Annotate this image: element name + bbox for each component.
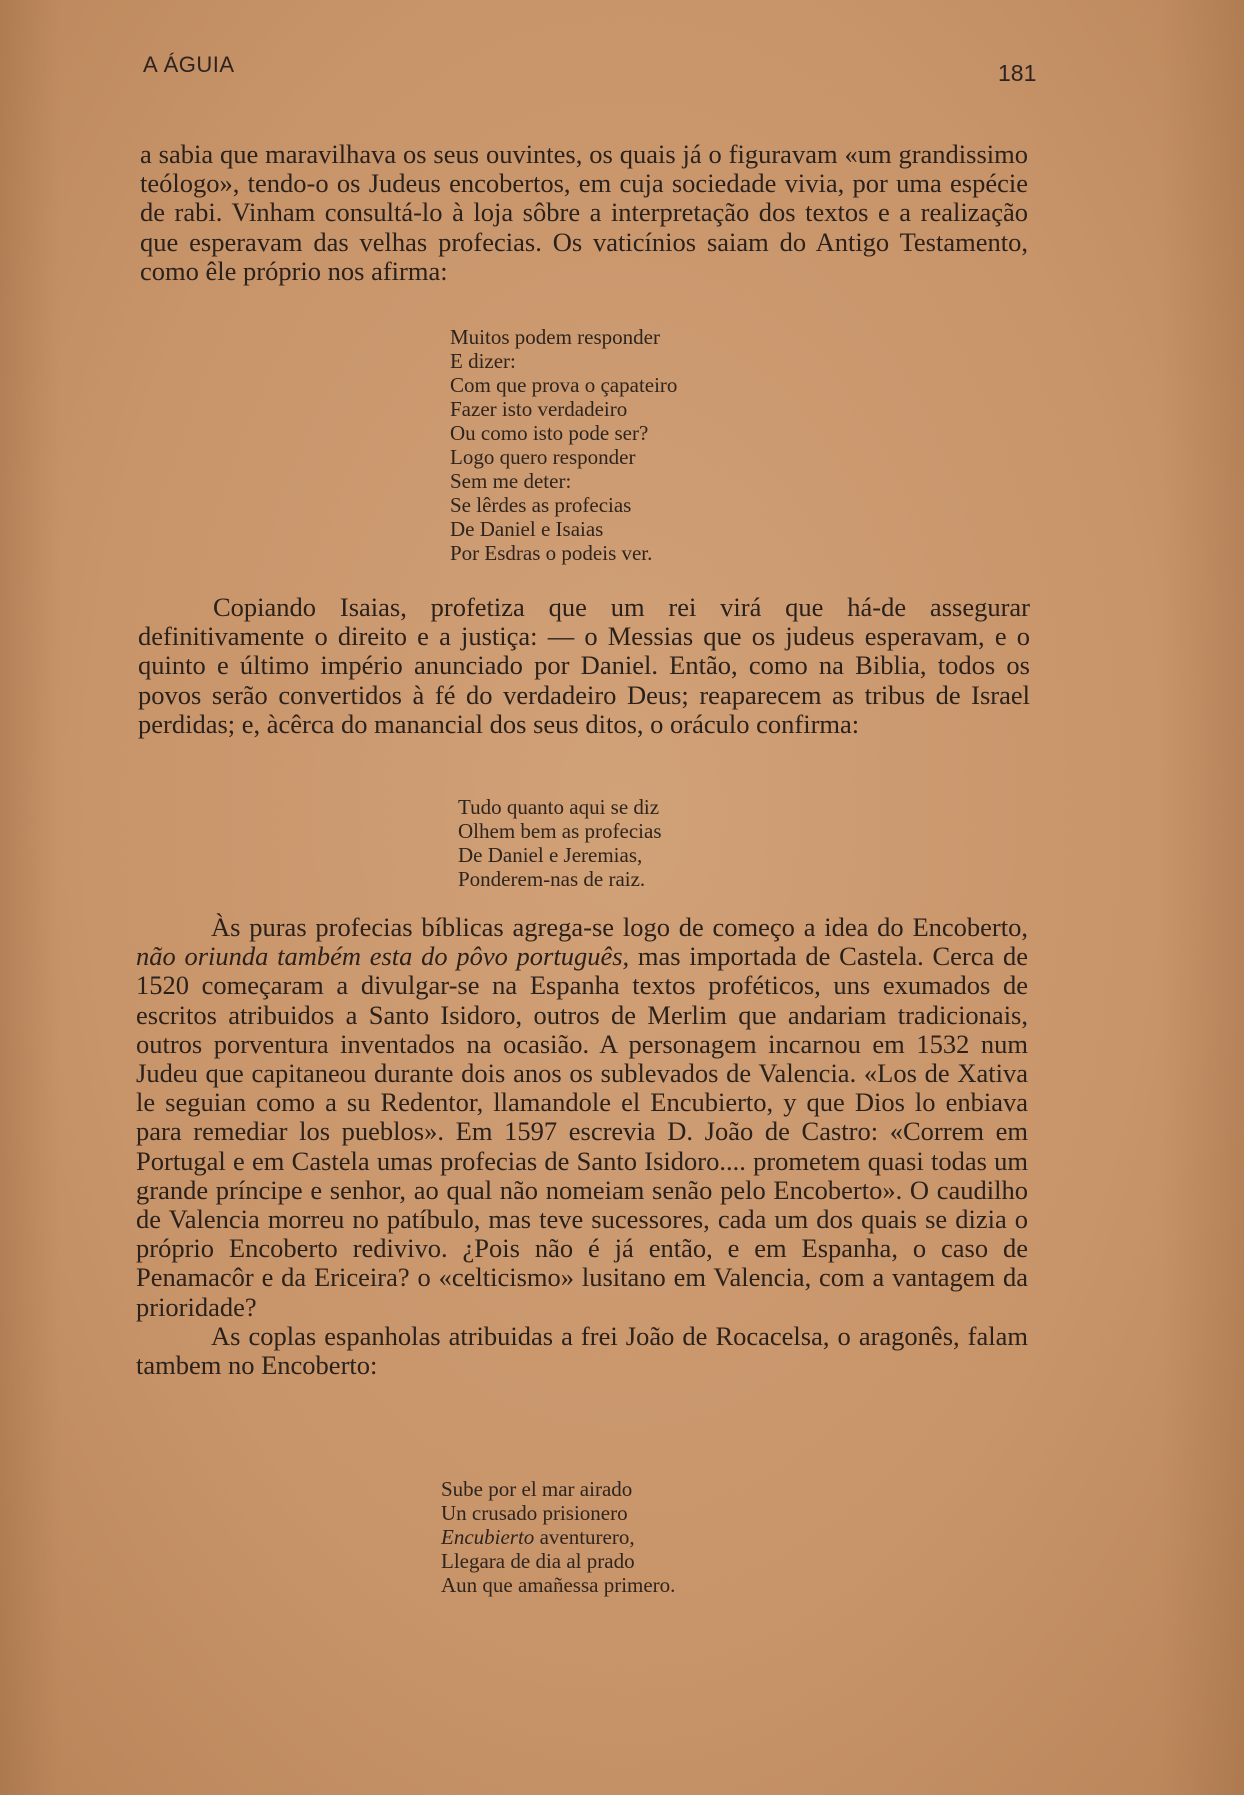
page-number: 181 bbox=[998, 60, 1037, 86]
verse-line: E dizer: bbox=[450, 349, 516, 373]
paragraph-1-text: a sabia que maravilhava os seus ouvintes, os quais já o figuravam «um grandissimo teólogo», tendo-o os Judeus encobertos, em cuja sociedade vivia, por uma espécie de rabi. Vinham consultá-lo à loja sôbre a interpretação dos textos e a realização que esperavam das velhas profecias. Os vaticínios saiam do Antigo Testamento, como êle próprio nos afirma: bbox=[140, 139, 1028, 286]
verse-line: Ponderem-nas de raiz. bbox=[458, 867, 646, 891]
paper-stain bbox=[0, 0, 60, 1795]
paragraph-3 bbox=[136, 913, 1028, 1380]
verse-block-3 bbox=[441, 1477, 675, 1597]
verse-line: De Daniel e Isaias bbox=[450, 517, 604, 541]
paragraph-3-text bbox=[136, 913, 1028, 1322]
paragraph-2-text: Copiando Isaias, profetiza que um rei virá que há-de assegurar definitivamente o direito e a justiça: — o Messias que os judeus esperavam, e o quinto e último império anunciado por Daniel. Então, como na Biblia, todos os povos serão convertidos à fé do verdadeiro Deus; reaparecem as tribus de Israel perdidas; e, àcêrca do manancial dos seus ditos, o oráculo confirma: bbox=[138, 592, 1030, 739]
verse-block-1 bbox=[450, 325, 677, 565]
running-head-journal: A ÁGUIA bbox=[143, 52, 235, 77]
verse-line: Llegara de dia al prado bbox=[441, 1549, 635, 1573]
verse-line: Muitos podem responder bbox=[450, 325, 660, 349]
verse-block-2 bbox=[458, 795, 662, 891]
verse-line: Tudo quanto aqui se diz bbox=[458, 795, 660, 819]
verse-line: Com que prova o çapateiro bbox=[450, 373, 678, 397]
paragraph-2 bbox=[138, 593, 1030, 739]
verse-line-rest: aventurero, bbox=[534, 1525, 635, 1549]
paragraph-3-italic: não oriunda também esta do pôvo português, bbox=[136, 941, 630, 972]
paragraph-1 bbox=[140, 140, 1028, 286]
verse-line: Ou como isto pode ser? bbox=[450, 421, 649, 445]
verse-line: Logo quero responder bbox=[450, 445, 636, 469]
verse-line: Un crusado prisionero bbox=[441, 1501, 628, 1525]
paragraph-3-part-a: Às puras profecias bíblicas agrega-se logo de começo a idea do Encoberto, bbox=[211, 912, 1028, 942]
verse-line: Aun que amañessa primero. bbox=[441, 1573, 676, 1597]
verse-line: Fazer isto verdadeiro bbox=[450, 397, 628, 421]
verse-line: Sube por el mar airado bbox=[441, 1477, 633, 1501]
verse-line bbox=[441, 1525, 675, 1549]
paragraph-3-part-b: mas importada de Castela. Cerca de 1520 começaram a divulgar-se na Espanha textos proféticos, uns exumados de escritos atribuidos a Santo Isidoro, outros de Merlim que andariam tradicionais, outros porventura inventados na ocasião. A personagem incarnou em 1532 num Judeu que capitaneou durante dois anos os sublevados de Valencia. «Los de Xativa le seguian como a su Redentor, llamandole el Encubierto, y que Dios lo enbiava para remediar los pueblos». Em 1597 escrevia D. João de Castro: «Correm em Portugal e em Castela umas profecias de Santo Isidoro.... prometem quasi todas um grande príncipe e senhor, ao qual não nomeiam senão pelo Encoberto». O caudilho de Valencia morreu no patíbulo, mas teve sucessores, cada um dos quais se dizia o próprio Encoberto redivivo. ¿Pois não é já então, e em Espanha, o caso de Penamacôr e da Ericeira? o «celticismo» lusitano em Valencia, com a vantagem da prioridade? bbox=[136, 941, 1028, 1322]
verse-italic-word: Encubierto bbox=[441, 1525, 535, 1549]
verse-line: Por Esdras o podeis ver. bbox=[450, 541, 653, 565]
verse-line: Sem me deter: bbox=[450, 469, 572, 493]
paragraph-4-text: As coplas espanholas atribuidas a frei João de Rocacelsa, o aragonês, falam tambem no Encoberto: bbox=[136, 1320, 1028, 1381]
paper-stain bbox=[1160, 0, 1244, 1795]
verse-line: Se lêrdes as profecias bbox=[450, 493, 632, 517]
verse-line: De Daniel e Jeremias, bbox=[458, 843, 643, 867]
verse-line: Olhem bem as profecias bbox=[458, 819, 662, 843]
